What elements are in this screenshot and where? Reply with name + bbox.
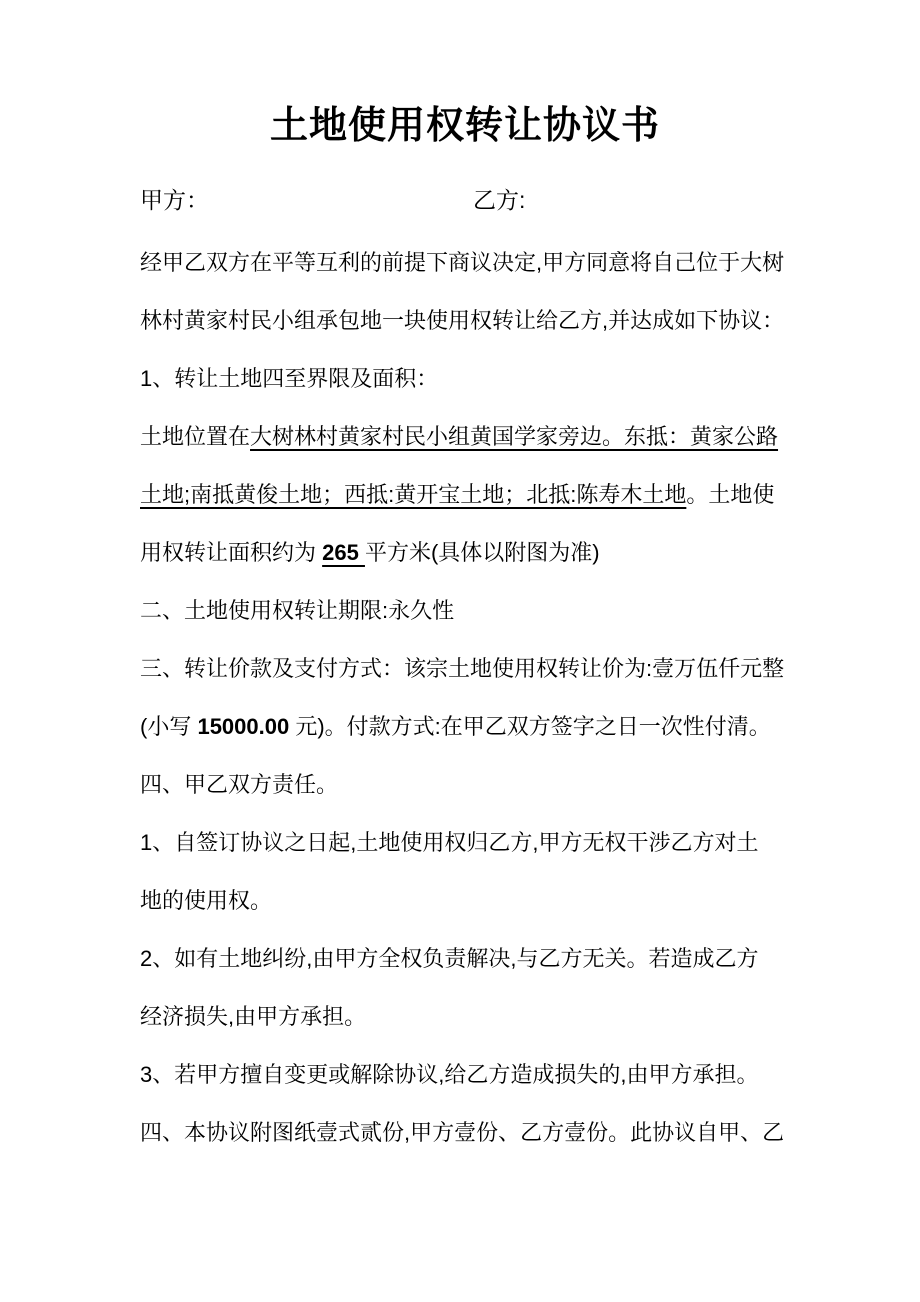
text-line — [140, 466, 790, 524]
text-run: 经甲乙双方在平等互利的前提下商议决定,甲方同意将自己位于大树 — [140, 250, 785, 275]
text-line — [140, 814, 790, 872]
text-run: 大树林村黄家村民小组黄国学家旁边。东抵：黄家公路 — [250, 424, 779, 449]
text-run: 。土地使 — [686, 482, 775, 507]
text-run: 平方米(具体以附图为准) — [364, 540, 600, 565]
paragraph-land-location — [140, 408, 790, 582]
text-run: 经济损失,由甲方承担。 — [140, 1004, 367, 1029]
text-run: 2、如有土地纠纷,由甲方全权负责解决,与乙方无关。若造成乙方 — [140, 946, 759, 971]
text-run: 地的使用权。 — [140, 888, 273, 913]
text-line — [140, 350, 790, 408]
text-run: 四、甲乙双方责任。 — [140, 772, 339, 797]
paragraph-item-1 — [140, 814, 790, 930]
text-run: 土地位置在 — [140, 424, 251, 449]
paragraph-section-4-responsibilities — [140, 756, 790, 814]
text-line — [140, 698, 790, 756]
text-line — [140, 582, 790, 640]
text-line — [140, 872, 790, 930]
text-line — [140, 930, 790, 988]
paragraph-item-2 — [140, 930, 790, 1046]
text-line — [140, 524, 790, 582]
paragraph-section-1-heading — [140, 350, 790, 408]
text-line — [140, 234, 790, 292]
text-run: 林村黄家村民小组承包地一块使用权转让给乙方,并达成如下协议： — [140, 308, 785, 333]
text-run: 1、转让土地四至界限及面积： — [140, 366, 439, 391]
text-line — [140, 292, 790, 350]
text-run: 用权转让面积约为 — [140, 540, 323, 565]
text-line — [140, 1046, 790, 1104]
text-run: 1、自签订协议之日起,土地使用权归乙方,甲方无权干涉乙方对土 — [140, 830, 759, 855]
text-run: 15000.00 — [197, 714, 290, 739]
party-a-label: 甲方： — [140, 187, 209, 213]
text-run: 265 — [322, 540, 365, 565]
document-body — [140, 234, 790, 1162]
paragraph-intro — [140, 234, 790, 350]
paragraph-closing — [140, 1104, 790, 1162]
text-run: 四、本协议附图纸壹式贰份,甲方壹份、乙方壹份。此协议自甲、乙 — [140, 1120, 785, 1145]
paragraph-section-3-price — [140, 640, 790, 756]
text-line — [140, 1104, 790, 1162]
text-line — [140, 988, 790, 1046]
paragraph-item-3 — [140, 1046, 790, 1104]
text-line — [140, 640, 790, 698]
party-b-label: 乙方: — [473, 187, 526, 213]
parties-row — [140, 180, 790, 220]
text-run: 土地;南抵黄俊土地；西抵:黄开宝土地；北抵:陈寿木土地 — [140, 482, 687, 507]
text-run: 三、转让价款及支付方式：该宗土地使用权转让价为:壹万伍仟元整 — [140, 656, 785, 681]
text-run: 3、若甲方擅自变更或解除协议,给乙方造成损失的,由甲方承担。 — [140, 1062, 759, 1087]
paragraph-section-2-term — [140, 582, 790, 640]
text-line — [140, 756, 790, 814]
text-run: 元)。付款方式:在甲乙双方签字之日一次性付清。 — [289, 714, 771, 739]
document-title: 土地使用权转让协议书 — [269, 105, 660, 147]
text-line — [140, 408, 790, 466]
text-run: 二、土地使用权转让期限:永久性 — [140, 598, 455, 623]
text-run: (小写 — [140, 714, 198, 739]
